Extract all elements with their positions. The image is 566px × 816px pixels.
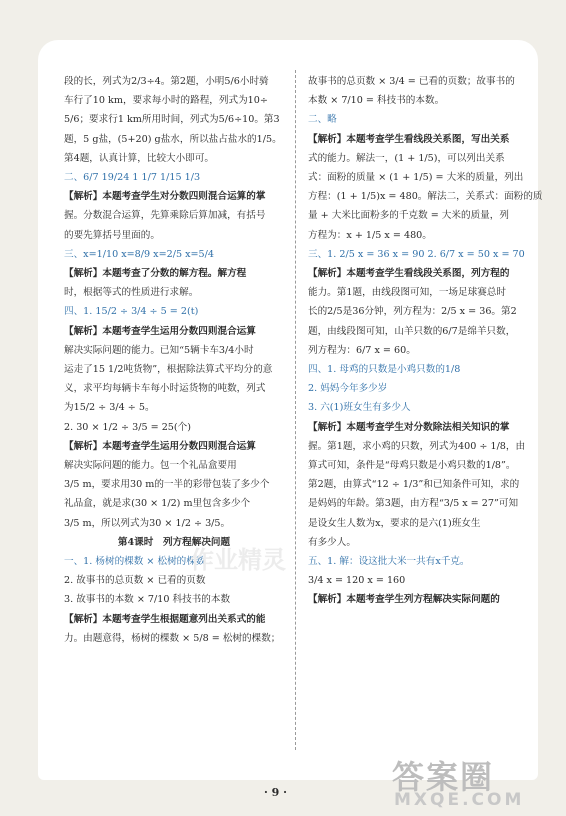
right-line: 三、1. 2/5 x = 36 x = 90 2. 6/7 x = 50 x = 70 [308, 248, 525, 260]
watermark-logo: 答案圈 [392, 758, 495, 796]
right-line: 方程为：x + 1/5 x = 480。 [308, 229, 432, 241]
left-line: 第4题，认真计算，比较大小即可。 [64, 152, 215, 164]
right-line: 故事书的总页数 × 3/4 = 已看的页数；故事书的 [308, 76, 515, 87]
left-line: 一、1. 杨树的棵数 × 松树的棵数 [64, 556, 206, 568]
right-line: 二、略 [308, 114, 337, 126]
left-line: 【解析】本题考查学生运用分数四则混合运算 [64, 325, 256, 337]
right-line: 式的能力。解法一，(1 + 1/5)，可以列出关系 [308, 152, 505, 164]
right-line: 【解析】本题考查学生列方程解决实际问题的 [308, 594, 500, 606]
left-line: 力。由题意得，杨树的棵数 × 5/8 = 松树的棵数； [64, 632, 281, 644]
left-line: 握。分数混合运算，先算乘除后算加减，有括号 [64, 210, 266, 222]
left-line: 义，求平均每辆卡车每小时运货物的吨数，列式 [64, 383, 266, 395]
left-line: 礼品盒，就是求(30 × 1/2) m里包含多少个 [64, 498, 251, 510]
right-column [308, 72, 543, 610]
left-line: 四、1. 15/2 ÷ 3/4 ÷ 5 = 2(t) [64, 306, 199, 318]
right-line: 【解析】本题考查学生看线段关系图，列方程的 [308, 268, 510, 280]
right-line: 式：面粉的质量 × (1 + 1/5) = 大米的质量，列出 [308, 172, 524, 184]
right-line: 2. 妈妈今年多少岁 [308, 383, 388, 395]
right-line: 有多少人。 [308, 536, 356, 548]
right-line: 方程：(1 + 1/5)x = 480。解法二，关系式：面粉的质 [308, 191, 543, 203]
left-line: 的要先算括号里面的。 [64, 229, 160, 241]
left-line: 运走了15 1/2吨货物”，根据除法算式平均分的意 [64, 364, 273, 376]
right-line: 四、1. 母鸡的只数是小鸡只数的1/8 [308, 364, 461, 376]
right-line: 3/4 x = 120 x = 160 [308, 575, 406, 587]
right-line: 长的2/5是36分钟，列方程为：2/5 x = 36。第2 [308, 306, 517, 318]
left-line: 【解析】本题考查学生根据题意列出关系式的能 [64, 613, 266, 625]
watermark-site: MXQE.COM [394, 790, 525, 810]
left-line: 5/6；要求行1 km所用时间，列式为5/6÷10。第3 [64, 114, 280, 126]
left-line: 【解析】本题考查学生对分数四则混合运算的掌 [64, 191, 266, 203]
left-line: 3/5 m，所以列式为30 × 1/2 ÷ 3/5。 [64, 517, 231, 529]
right-line: 量 + 大米比面粉多的千克数 = 大米的质量，列 [308, 210, 509, 222]
right-line: 算式可知，条件是“母鸡只数是小鸡只数的1/8”。 [308, 460, 516, 472]
right-line: 能力。第1题，由线段图可知，一场足球赛总时 [308, 287, 506, 299]
right-line: 五、1. 解：设这批大米一共有x千克。 [308, 556, 470, 568]
left-line: 三、x=1/10 x=8/9 x=2/5 x=5/4 [64, 248, 214, 260]
left-line: 2. 故事书的总页数 × 已看的页数 [64, 575, 206, 587]
left-line: 解决实际问题的能力。已知“5辆卡车3/4小时 [64, 344, 254, 356]
right-line: 【解析】本题考查学生对分数除法相关知识的掌 [308, 421, 510, 433]
left-line: 题，5 g盐，(5+20) g盐水，所以盐占盐水的1/5。 [64, 133, 282, 145]
watermark-mid: 作业精灵 [190, 546, 286, 574]
left-line: 段的长，列式为2/3÷4。第2题，小明5/6小时骑 [64, 76, 269, 87]
left-line: 车行了10 km，要求每小时的路程，列式为10÷ [64, 95, 268, 107]
left-line: 时，根据等式的性质进行求解。 [64, 287, 199, 299]
right-line: 3. 六(1)班女生有多少人 [308, 402, 411, 414]
left-line: 2. 30 × 1/2 ÷ 3/5 = 25(个) [64, 421, 191, 433]
left-line: 3. 故事书的本数 × 7/10 科技书的本数 [64, 594, 231, 606]
page-number: · 9 · [264, 786, 287, 799]
left-line: 为15/2 ÷ 3/4 ÷ 5。 [64, 402, 155, 414]
left-line: 二、6/7 19/24 1 1/7 1/15 1/3 [64, 172, 201, 184]
right-line: 是设女生人数为x，要求的是六(1)班女生 [308, 517, 481, 529]
right-line: 握。第1题，求小鸡的只数，列式为400 ÷ 1/8，由 [308, 440, 526, 452]
right-line: 题，由线段图可知，山羊只数的6/7是绵羊只数， [308, 325, 516, 337]
right-line: 【解析】本题考查学生看线段关系图，写出关系 [308, 133, 510, 145]
left-line: 3/5 m，要求用30 m的一半的彩带包装了多少个 [64, 479, 270, 491]
left-line: 第4课时 列方程解决问题 [117, 536, 231, 548]
right-line: 列方程为：6/7 x = 60。 [308, 344, 416, 356]
column-divider [295, 70, 296, 750]
right-line: 第2题，由算式“12 ÷ 1/3”和已知条件可知，求的 [308, 479, 520, 491]
left-line: 【解析】本题考查了分数的解方程。解方程 [64, 268, 247, 280]
right-line: 是妈妈的年龄。第3题，由方程“3/5 x = 27”可知 [308, 498, 519, 510]
left-line: 【解析】本题考查学生运用分数四则混合运算 [64, 440, 256, 452]
left-line: 解决实际问题的能力。包一个礼品盒要用 [64, 460, 237, 472]
right-line: 本数 × 7/10 = 科技书的本数。 [308, 95, 445, 107]
